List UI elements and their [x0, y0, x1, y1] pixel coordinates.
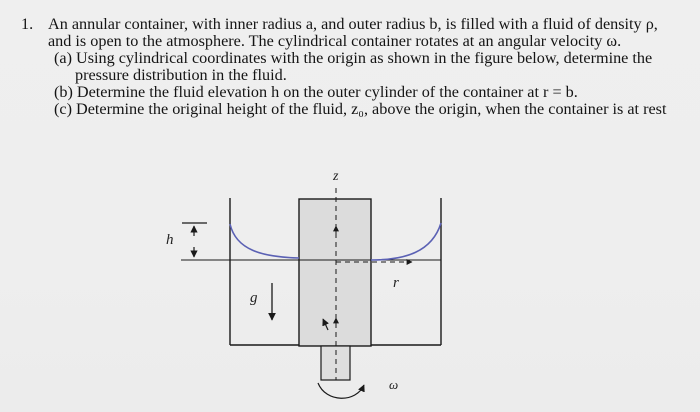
part-a-text-2: pressure distribution in the fluid.	[75, 66, 287, 84]
part-c-text: (c) Determine the original height of the fluid, z₀, above the origin, when the container is at rest	[54, 100, 667, 118]
intro-text-2: and is open to the atmosphere. The cylindrical container rotates at an angular velocity ω.	[48, 32, 622, 50]
omega-label: ω	[389, 377, 399, 392]
h-label: h	[166, 232, 174, 248]
part-b-text: (b) Determine the fluid elevation h on the outer cylinder of the container at r = b.	[54, 83, 578, 101]
inner-cylinder	[299, 199, 371, 346]
z-label: z	[333, 169, 339, 184]
rotation-arrow	[318, 383, 364, 398]
r-label: r	[393, 275, 399, 291]
h-dimension	[182, 223, 207, 257]
intro-text-1: An annular container, with inner radius a, and outer radius b, is filled with a fluid of density ρ,	[48, 15, 658, 33]
problem-number: 1.	[21, 15, 34, 33]
g-label: g	[250, 290, 258, 306]
part-a-text-1: (a) Using cylindrical coordinates with the origin as shown in the figure below, determine the	[54, 49, 653, 67]
